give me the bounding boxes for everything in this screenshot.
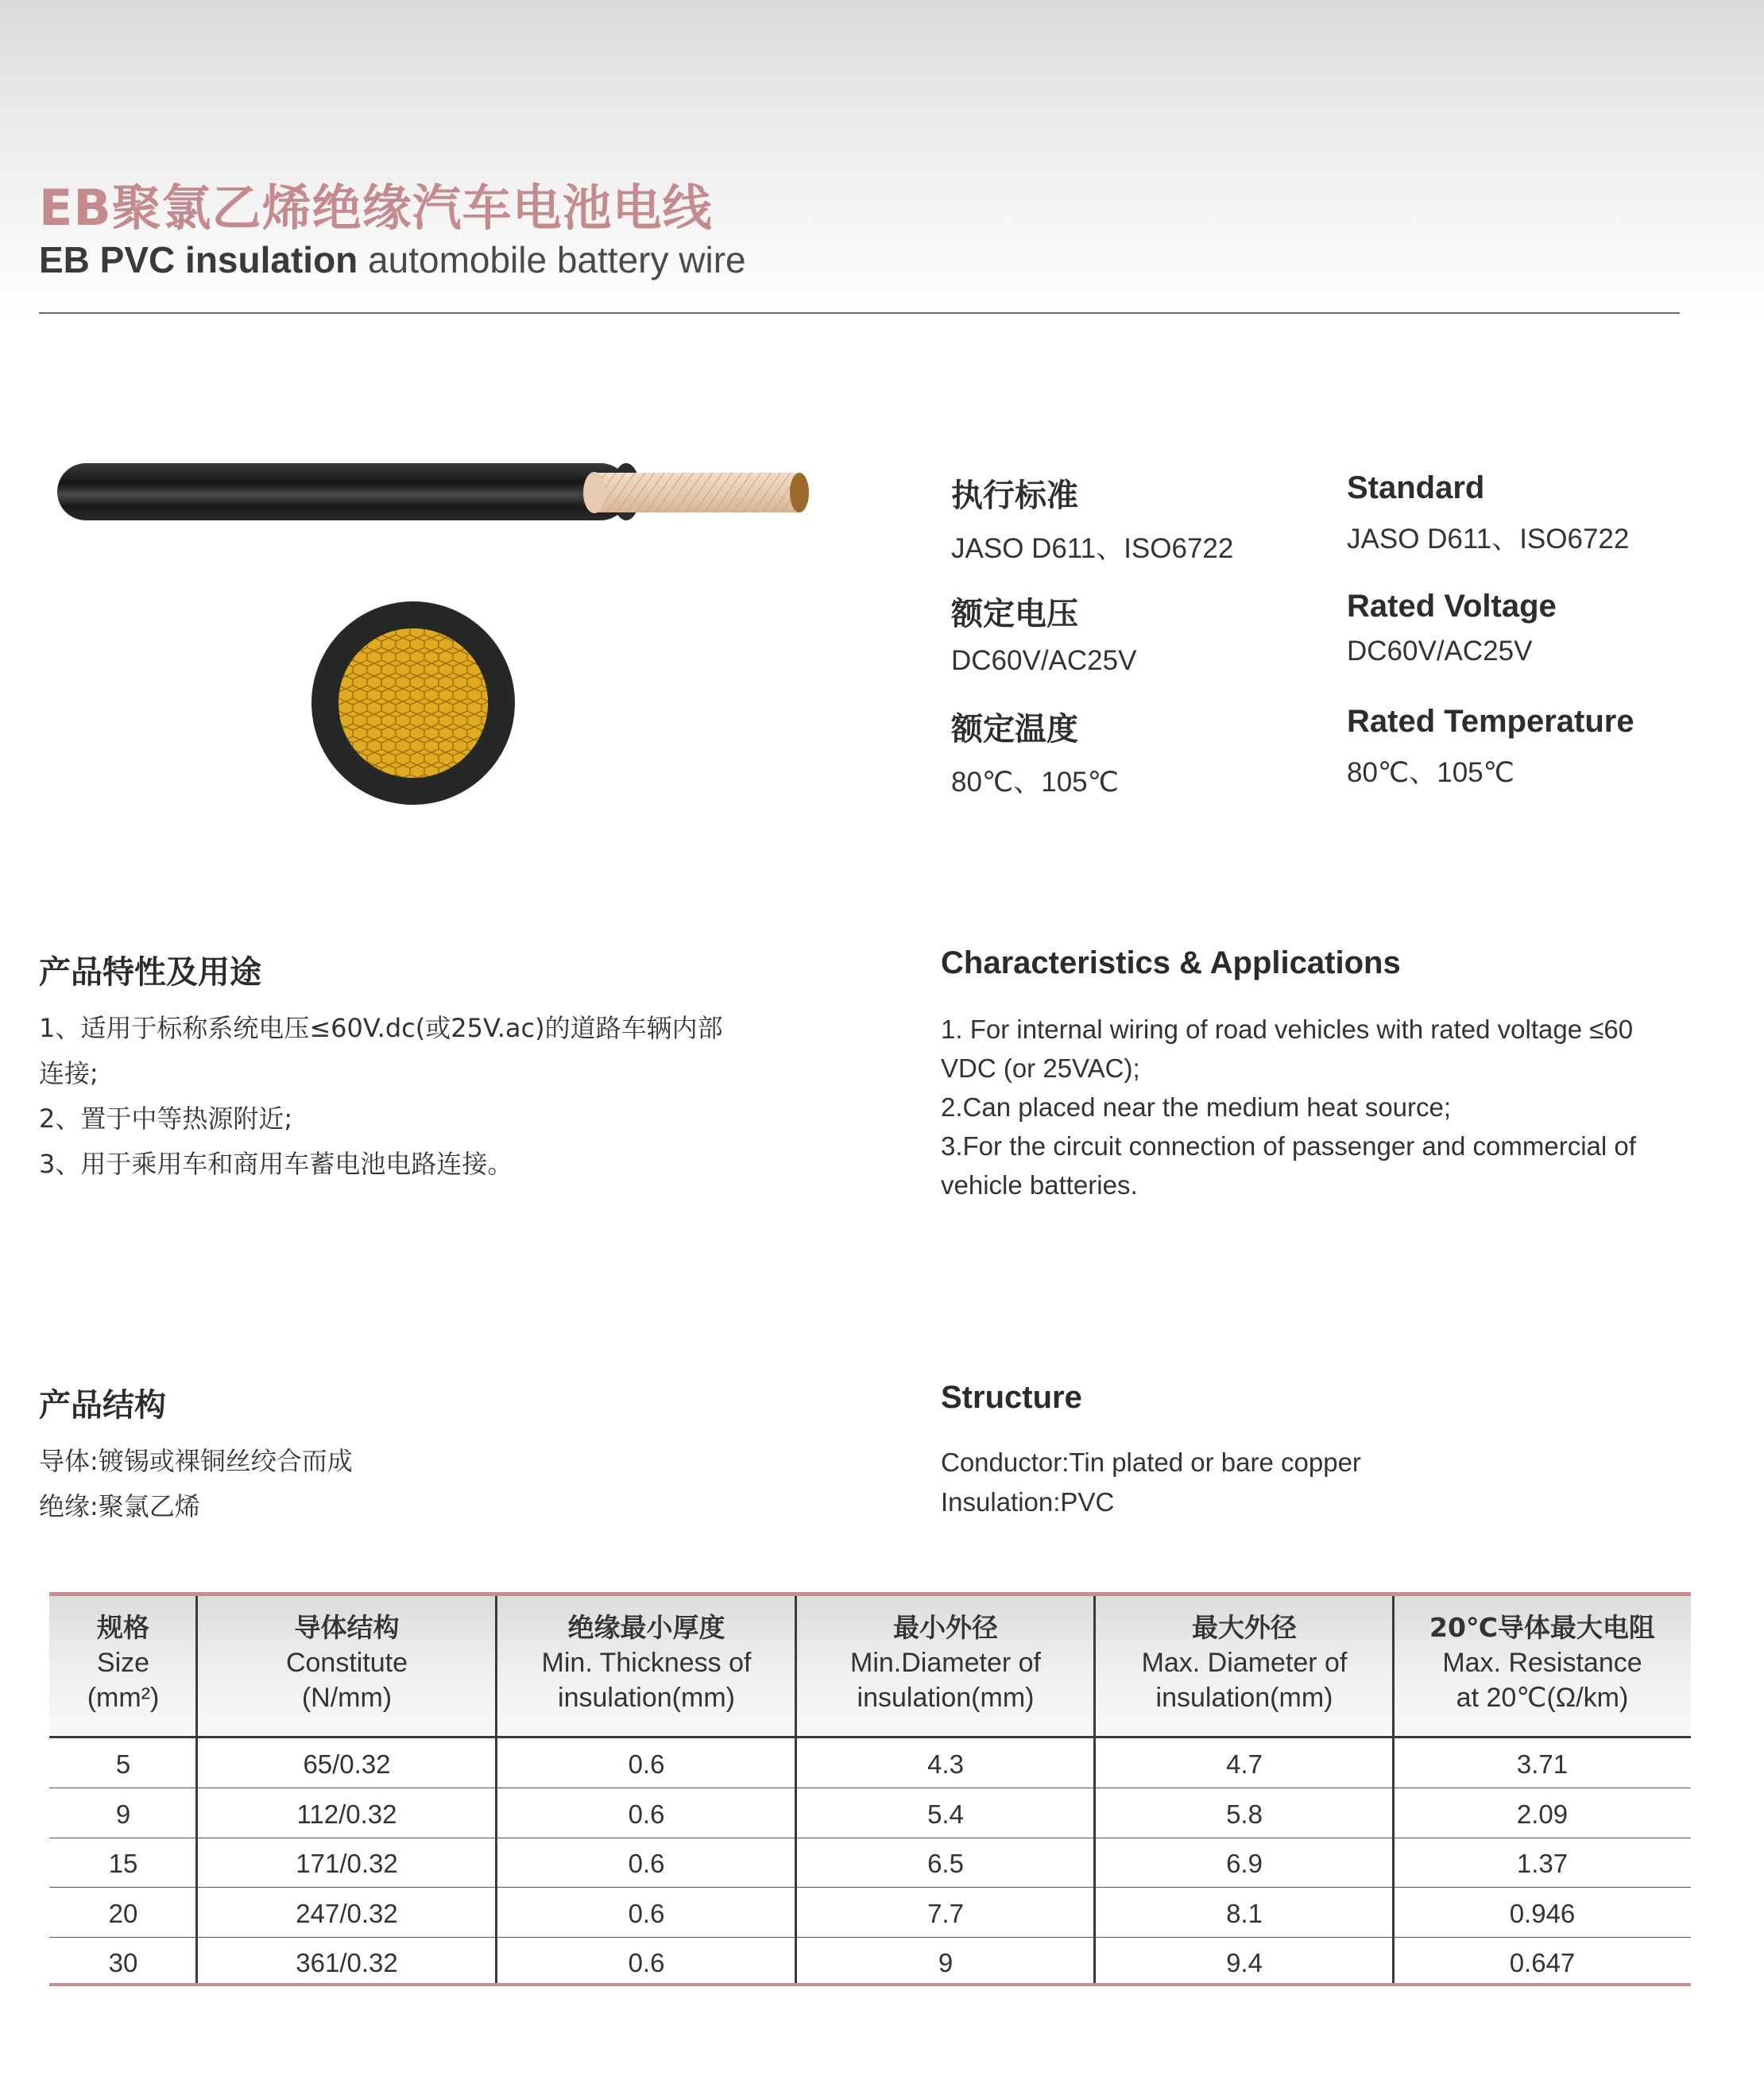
structure-heading-en: Structure [941, 1380, 1082, 1415]
table-column-divider [1392, 1596, 1395, 1983]
page-title-en [39, 238, 746, 281]
table-top-accent [49, 1592, 1691, 1596]
table-header-en: Max. Diameter of [1141, 1648, 1348, 1678]
table-column-divider [1093, 1596, 1096, 1983]
table-cell: 4.3 [927, 1749, 964, 1779]
characteristics-line-en: VDC (or 25VAC); [941, 1053, 1140, 1083]
table-header-en: Min.Diameter of [850, 1648, 1041, 1678]
table-header-max-diameter [1095, 1596, 1394, 1736]
table-cell: 0.6 [628, 1799, 665, 1829]
spec-standard-en-label: Standard [1347, 470, 1485, 505]
wire-cross-section [310, 600, 516, 806]
table-header-max-resistance [1394, 1596, 1691, 1736]
table-header-en: insulation(mm) [857, 1683, 1035, 1713]
characteristics-line-en: 2.Can placed near the medium heat source; [941, 1092, 1452, 1122]
spec-voltage-cn [951, 589, 1136, 677]
table-cell: 20 [108, 1898, 138, 1928]
table-header-min-diameter [796, 1596, 1095, 1736]
spec-temperature-cn-value: 80℃、105℃ [951, 767, 1119, 798]
structure-line-en: Conductor:Tin plated or bare copper [941, 1448, 1361, 1477]
table-header-cn: 规格 [97, 1612, 149, 1643]
structure-line-en: Insulation:PVC [941, 1487, 1115, 1517]
table-bottom-accent [49, 1983, 1691, 1986]
table-cell: 5.8 [1226, 1799, 1263, 1829]
page-title-en-rest: automobile battery wire [358, 239, 746, 280]
table-cell: 30 [108, 1948, 138, 1977]
characteristics-line-en: vehicle batteries. [941, 1170, 1138, 1200]
table-cell: 8.1 [1226, 1898, 1263, 1928]
table-cell: 9 [115, 1799, 131, 1829]
table-cell: 0.6 [628, 1898, 665, 1928]
spec-temperature-cn [951, 704, 1119, 800]
structure-heading-cn: 产品结构 [39, 1387, 166, 1424]
characteristics-heading-en: Characteristics & Applications [941, 945, 1401, 980]
characteristics-heading-cn: 产品特性及用途 [39, 954, 261, 991]
spec-standard-cn-label: 执行标准 [951, 477, 1078, 514]
table-row [49, 1838, 1691, 1888]
table-header-en: Max. Resistance [1442, 1648, 1642, 1678]
table-column-divider [795, 1596, 797, 1983]
table-cell: 9 [938, 1948, 954, 1977]
table-cell: 0.6 [628, 1749, 665, 1779]
table-header-en: (N/mm) [301, 1683, 393, 1713]
characteristics-line-en: 3.For the circuit connection of passenger and commercial of [941, 1131, 1636, 1161]
page-title-en-bold: EB PVC insulation [39, 239, 358, 280]
table-cell: 247/0.32 [296, 1898, 398, 1928]
table-header-min-thickness [497, 1596, 796, 1736]
spec-voltage-en [1347, 589, 1557, 667]
spec-voltage-en-value: DC60V/AC25V [1347, 636, 1533, 667]
characteristics-line-cn: 3、用于乘用车和商用车蓄电池电路连接。 [39, 1149, 513, 1179]
spec-standard-en [1347, 470, 1629, 557]
table-header-en: Constitute [285, 1648, 408, 1678]
table-header-cn: 绝缘最小厚度 [567, 1612, 725, 1643]
spec-standard-cn [951, 470, 1233, 566]
table-header-cn: 最大外径 [1192, 1612, 1297, 1643]
page-title-cn: EB聚氯乙烯绝缘汽车电池电线 [39, 179, 713, 237]
structure-line-cn: 导体:镀锡或裸铜丝绞合而成 [39, 1446, 353, 1476]
table-cell: 0.6 [628, 1948, 665, 1977]
spec-temperature-cn-label: 额定温度 [951, 711, 1078, 748]
table-header-cn: 最小外径 [893, 1612, 998, 1643]
table-header [49, 1596, 1691, 1738]
table-header-en: at 20℃(Ω/km) [1456, 1683, 1629, 1713]
table-cell: 7.7 [927, 1898, 964, 1928]
table-row [49, 1937, 1691, 1986]
spec-voltage-en-label: Rated Voltage [1347, 589, 1557, 624]
table-cell: 1.37 [1516, 1849, 1569, 1878]
table-cell: 5 [115, 1749, 131, 1779]
characteristics-line-cn: 1、适用于标称系统电压≤60V.dc(或25V.ac)的道路车辆内部 [39, 1013, 723, 1043]
table-cell: 3.71 [1516, 1749, 1569, 1779]
spec-voltage-cn-value: DC60V/AC25V [951, 645, 1137, 676]
table-cell: 0.6 [628, 1849, 665, 1878]
table-header-cn: 导体结构 [294, 1612, 400, 1643]
table-column-divider [495, 1596, 497, 1983]
title-divider [39, 312, 1680, 314]
table-header-en: (mm²) [87, 1683, 160, 1713]
table-header-en: Min. Thickness of [541, 1648, 752, 1678]
characteristics-line-cn: 连接; [39, 1058, 99, 1088]
table-cell: 171/0.32 [296, 1849, 398, 1878]
table-row [49, 1888, 1691, 1938]
spec-temperature-en-value: 80℃、105℃ [1347, 757, 1514, 788]
spec-standard-cn-value: JASO D611、ISO6722 [951, 533, 1234, 564]
table-row [49, 1788, 1691, 1838]
table-cell: 0.647 [1509, 1948, 1576, 1977]
table-header-en: Size [96, 1648, 150, 1678]
table-cell: 6.5 [927, 1849, 964, 1878]
table-header-en: insulation(mm) [1155, 1683, 1333, 1713]
table-cell: 0.946 [1509, 1898, 1576, 1928]
structure-line-cn: 绝缘:聚氯乙烯 [39, 1491, 200, 1521]
spec-temperature-en-label: Rated Temperature [1347, 704, 1634, 739]
characteristics-line-cn: 2、置于中等热源附近; [39, 1104, 293, 1134]
table-header-constitute [197, 1596, 497, 1736]
table-cell: 112/0.32 [296, 1799, 397, 1829]
characteristics-line-en: 1. For internal wiring of road vehicles with rated voltage ≤60 [941, 1015, 1634, 1044]
spec-temperature-en [1347, 704, 1634, 790]
wire-side-illustration [54, 457, 817, 528]
table-cell: 5.4 [927, 1799, 964, 1829]
table-cell: 9.4 [1226, 1948, 1263, 1977]
spec-standard-en-value: JASO D611、ISO6722 [1347, 524, 1630, 555]
table-cell: 15 [108, 1849, 138, 1878]
table-header-size [49, 1596, 197, 1736]
table-cell: 361/0.32 [296, 1948, 398, 1977]
table-cell: 4.7 [1226, 1749, 1263, 1779]
table-cell: 6.9 [1226, 1849, 1263, 1878]
table-cell: 2.09 [1516, 1799, 1569, 1829]
table-column-divider [195, 1596, 198, 1983]
spec-voltage-cn-label: 额定电压 [951, 596, 1078, 632]
table-cell: 65/0.32 [303, 1749, 391, 1779]
table-header-en: insulation(mm) [558, 1683, 735, 1713]
table-header-cn: 20℃导体最大电阻 [1429, 1612, 1655, 1643]
table-row [49, 1738, 1691, 1788]
